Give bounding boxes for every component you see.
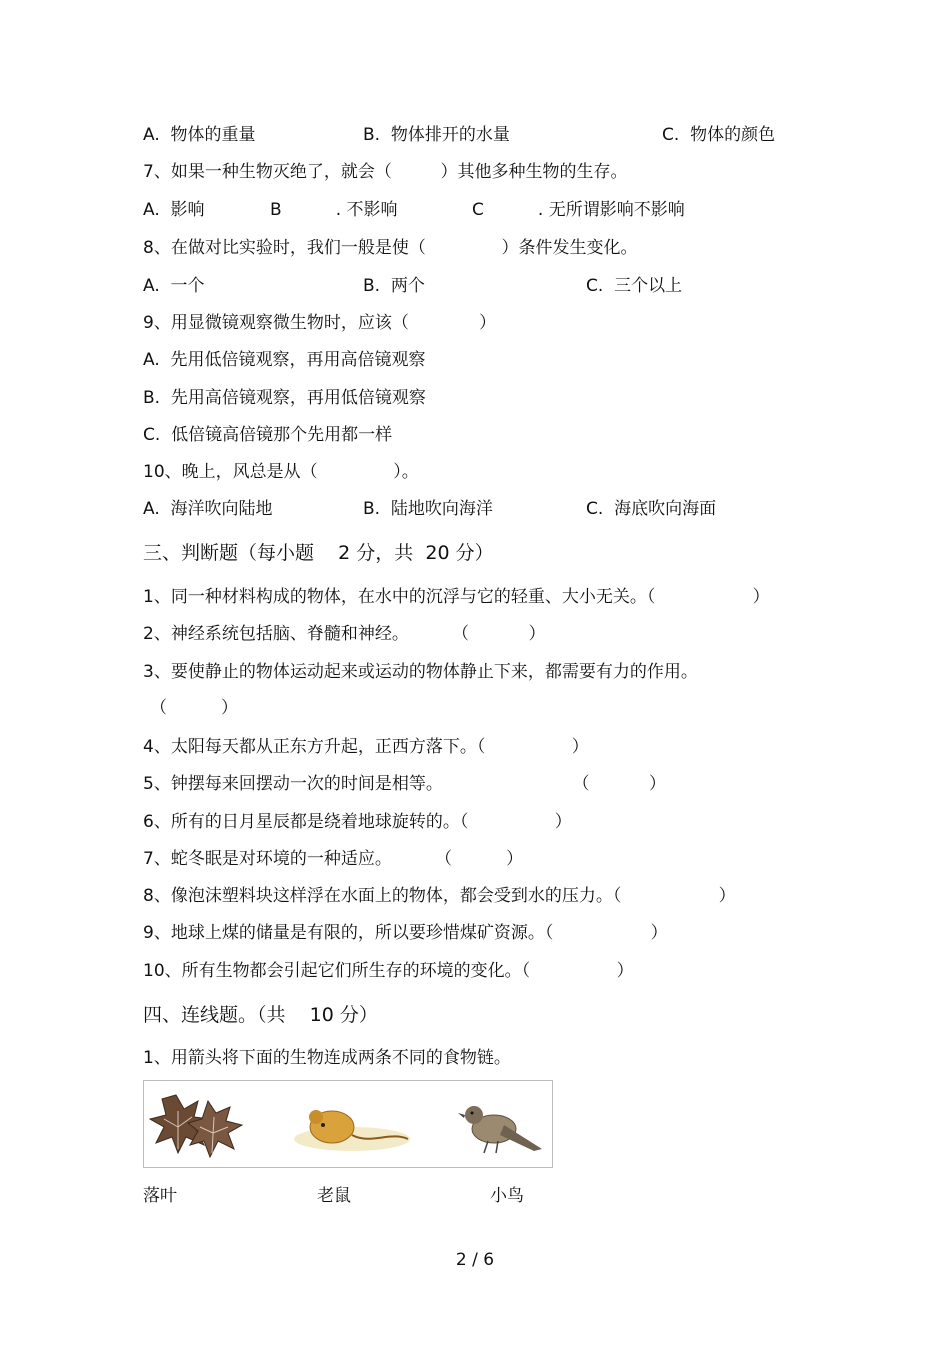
judge-item-2: 2、神经系统包括脑、脊髓和神经。 （ ） [143, 624, 546, 644]
q6-option-c: C. 物体的颜色 [662, 125, 776, 145]
q8-stem: 8、在做对比实验时，我们一般是使（ ）条件发生变化。 [143, 238, 638, 258]
q8-option-b: B. 两个 [363, 276, 425, 296]
q6-option-b: B. 物体排开的水量 [363, 125, 510, 145]
q10-option-a: A. 海洋吹向陆地 [143, 499, 273, 519]
q7-option-a: A. 影响 [143, 200, 205, 220]
judge-item-10: 10、所有生物都会引起它们所生存的环境的变化。（ ） [143, 961, 634, 981]
q9-stem: 9、用显微镜观察微生物时，应该（ ） [143, 313, 497, 333]
judge-item-1: 1、同一种材料构成的物体，在水中的沉浮与它的轻重、大小无关。（ ） [143, 587, 770, 607]
section3-heading: 三、判断题（每小题 2 分，共 20 分） [143, 542, 494, 564]
q10-stem: 10、晚上，风总是从（ ）。 [143, 462, 419, 482]
judge-item-7: 7、蛇冬眠是对环境的一种适应。 （ ） [143, 849, 524, 869]
q8-option-c: C. 三个以上 [586, 276, 683, 296]
mouse-illustration [290, 1095, 414, 1157]
label-mouse: 老鼠 [317, 1186, 351, 1206]
q9-option-c: C. 低倍镜高倍镜那个先用都一样 [143, 425, 393, 445]
judge-item-3-answer: （ ） [150, 698, 239, 718]
q6-option-a: A. 物体的重量 [143, 125, 256, 145]
section4-heading: 四、连线题。（共 10 分） [143, 1004, 378, 1026]
page-number: 2 / 6 [455, 1250, 495, 1270]
q8-option-a: A. 一个 [143, 276, 205, 296]
q7-option-c: C . 无所谓影响不影响 [472, 200, 685, 220]
judge-item-8: 8、像泡沫塑料块这样浮在水面上的物体，都会受到水的压力。（ ） [143, 886, 736, 906]
bird-illustration [454, 1097, 554, 1163]
matching-question-1: 1、用箭头将下面的生物连成两条不同的食物链。 [143, 1048, 511, 1068]
judge-item-5: 5、钟摆每来回摆动一次的时间是相等。 （ ） [143, 774, 666, 794]
food-chain-image-panel [143, 1080, 553, 1168]
q9-option-b: B. 先用高倍镜观察，再用低倍镜观察 [143, 388, 426, 408]
judge-item-6: 6、所有的日月星辰都是绕着地球旋转的。（ ） [143, 812, 572, 832]
q10-option-c: C. 海底吹向海面 [586, 499, 717, 519]
fallen-leaves-illustration [146, 1087, 246, 1163]
q7-option-b: B . 不影响 [270, 200, 398, 220]
judge-item-4: 4、太阳每天都从正东方升起，正西方落下。（ ） [143, 737, 589, 757]
q9-option-a: A. 先用低倍镜观察，再用高倍镜观察 [143, 350, 426, 370]
q7-stem: 7、如果一种生物灭绝了，就会（ ）其他多种生物的生存。 [143, 162, 628, 182]
label-fallen-leaves: 落叶 [143, 1186, 177, 1206]
q10-option-b: B. 陆地吹向海洋 [363, 499, 493, 519]
label-bird: 小鸟 [490, 1186, 524, 1206]
judge-item-9: 9、地球上煤的储量是有限的，所以要珍惜煤矿资源。（ ） [143, 923, 668, 943]
judge-item-3: 3、要使静止的物体运动起来或运动的物体静止下来，都需要有力的作用。 [143, 662, 698, 682]
